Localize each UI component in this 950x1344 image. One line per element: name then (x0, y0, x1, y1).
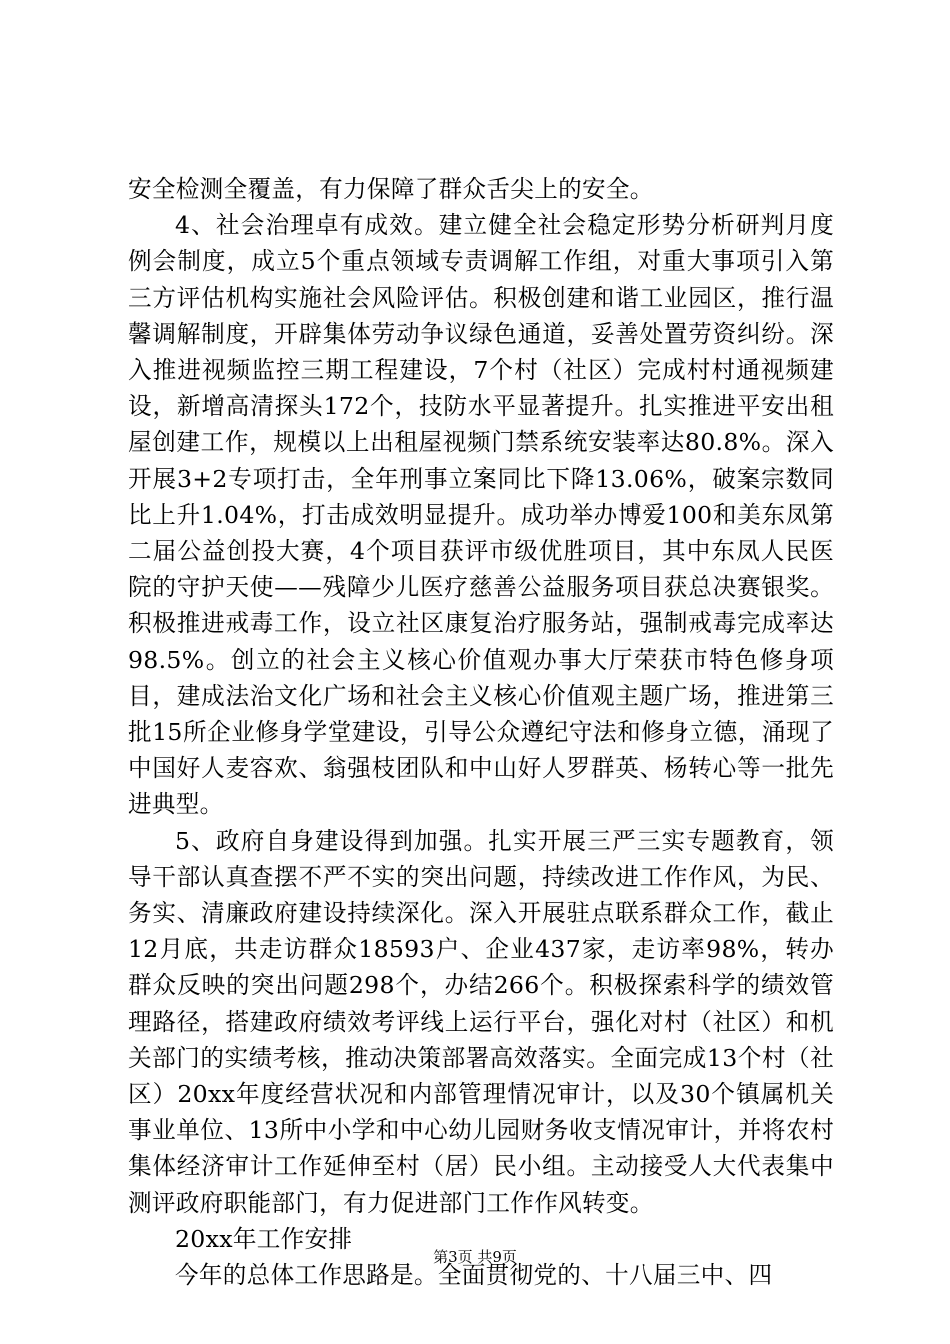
page-footer (0, 1247, 950, 1267)
section-heading-work-plan: 20xx年工作安排 (175, 1224, 353, 1253)
paragraph-continuation: 安全检测全覆盖，有力保障了群众舌尖上的安全。 (128, 175, 654, 203)
page-number-label: 第3页 共9页 (433, 1248, 517, 1266)
paragraph-overall-approach: 今年的总体工作思路是。全面贯彻党的、十八届三中、四 (175, 1261, 773, 1290)
paragraph-social-governance: 4、社会治理卓有成效。建立健全社会稳定形势分析研判月度例会制度，成立5个重点领域专责调解工作组，对重大事项引入第三方评估机构实施社会风险评估。积极创建和谐工业园区，推行温馨调解制度，开辟集体劳动争议绿色通道，妥善处置劳资纠纷。深入推进视频监控三期工程建设，7个村（社区）完成村村通视频建设，新增高清探头172个，技防水平显著提升。扎实推进平安出租屋创建工作，规模以上出租屋视频门禁系统安装率达80.8%。深入开展3+2专项打击，全年刑事立案同比下降13.06%，破案宗数同比上升1.04%，打击成效明显提升。成功举办博爱100和美东凤第二届公益创投大赛，4个项目获评市级优胜项目，其中东凤人民医院的守护天使——残障少儿医疗慈善公益服务项目获总决赛银奖。积极推进戒毒工作，设立社区康复治疗服务站，强制戒毒完成率达98.5%。创立的社会主义核心价值观办事大厅荣获市特色修身项目，建成法治文化广场和社会主义核心价值观主题广场，推进第三批15所企业修身学堂建设，引导公众遵纪守法和修身立德，涌现了中国好人麦容欢、翁强枝团队和中山好人罗群英、杨转心等一批先进典型。 (128, 211, 834, 819)
paragraph-government-building: 5、政府自身建设得到加强。扎实开展三严三实专题教育，领导干部认真查摆不严不实的突出问题，持续改进工作作风，为民、务实、清廉政府建设持续深化。深入开展驻点联系群众工作，截止12月底，共走访群众18593户、企业437家，走访率98%，转办群众反映的突出问题298个，办结266个。积极探索科学的绩效管理路径，搭建政府绩效考评线上运行平台，强化对村（社区）和机关部门的实绩考核，推动决策部署高效落实。全面完成13个村（社区）20xx年度经营状况和内部管理情况审计，以及30个镇属机关事业单位、13所中小学和中心幼儿园财务收支情况审计，并将农村集体经济审计工作延伸至村（居）民小组。主动接受人大代表集中测评政府职能部门，有力促进部门工作作风转变。 (128, 826, 834, 1217)
document-body (128, 171, 834, 1293)
